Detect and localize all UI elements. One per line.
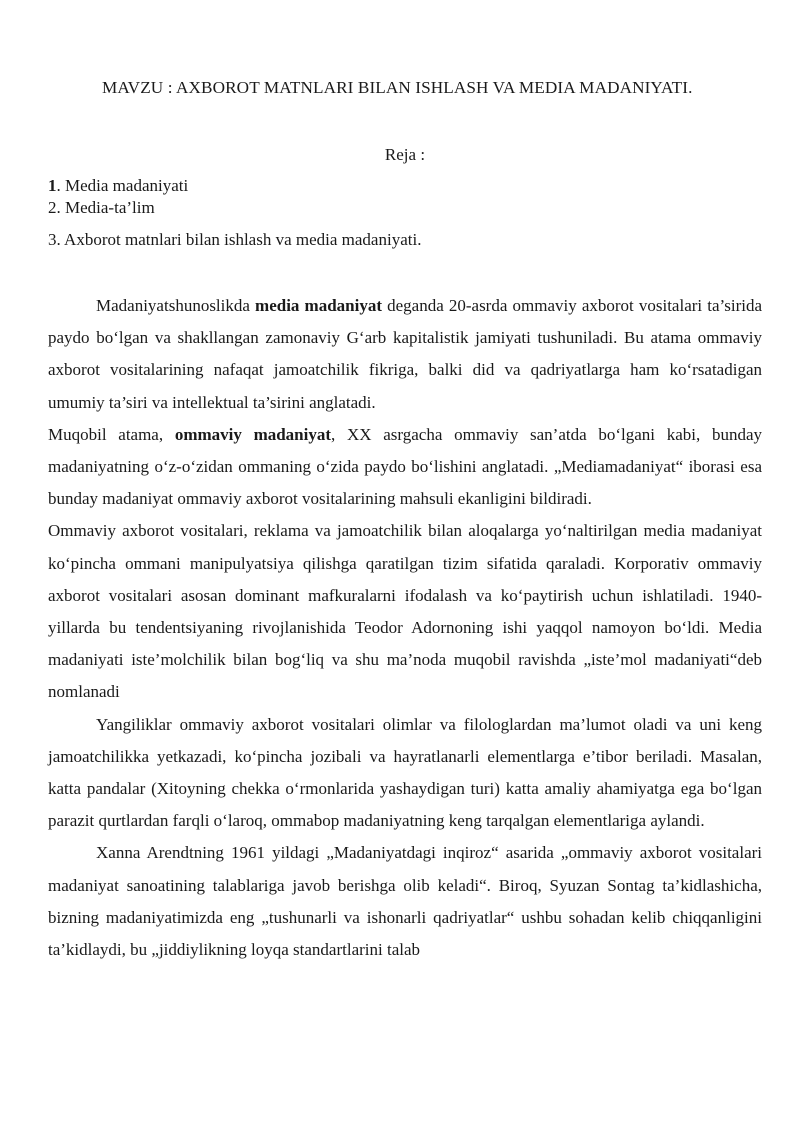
- paragraph-2-rest: , XX asrgacha ommaviy san’atda bo‘lgani kabi, bunday madaniyatning o‘z-o‘zidan ommaning o‘zida paydo bo‘lishini anglatadi. „Mediamadaniyat“ iborasi esa bunday madaniyat ommaviy axborot vositalarining mahsuli ekanligini bildiradi.: [48, 424, 762, 509]
- paragraph-3: Ommaviy axborot vositalari, reklama va jamoatchilik bilan aloqalarga yo‘naltirilgan media madaniyat ko‘pincha ommani manipulyatsiya qilishga qaratilgan tizim sifatida qaraladi. Korporativ ommaviy axborot vositalari asosan dominant mafkuralarni ifodalash va ko‘paytirish uchun ishlatiladi. 1940-yillarda bu tendentsiyaning rivojlanishida Teodor Adornoning ishi yaqqol namoyon bo‘ldi. Media madaniyati iste’molchilik bilan bog‘liq va shu ma’noda muqobil ravishda „iste’mol madaniyati“deb nomlanadi: [48, 521, 762, 702]
- paragraph-1-start: Madaniyatshunoslikda: [96, 296, 256, 315]
- document-title: MAVZU : AXBOROT MATNLARI BILAN ISHLASH VA MEDIA MADANIYATI.: [102, 78, 693, 97]
- plan-item-1-text: . Media madaniyati: [56, 176, 189, 195]
- plan-item-2: 2. Media-ta’lim: [48, 198, 155, 217]
- plan-item-1-number: 1: [48, 176, 57, 195]
- paragraph-5: Xanna Arendtning 1961 yildagi „Madaniyatdagi inqiroz“ asarida „ommaviy axborot vositalari madaniyat sanoatining talablariga javob berishga olib keladi“. Biroq, Syuzan Sontag ta’kidlashicha, bizning madaniyatimizda eng „tushunarli va ishonarli qadriyatlar“ ushbu sohadan kelib chiqqanligini ta’kidlaydi, bu „jiddiylikning loyqa standartlarini talab: [48, 843, 762, 960]
- paragraph-1: [48, 290, 762, 419]
- document-body: [48, 290, 762, 966]
- term-ommaviy-madaniyat: ommaviy madaniyat: [174, 424, 332, 444]
- paragraph-2-start: Muqobil atama,: [48, 424, 175, 444]
- plan-item-1: [48, 175, 188, 197]
- paragraph-4: Yangiliklar ommaviy axborot vositalari olimlar va filologlardan ma’lumot oladi va uni keng jamoatchilikka yetkazadi, ko‘pincha jozibali va hayratlanarli elementlarga e’tibor beriladi. Masalan, katta pandalar (Xitoyning chekka o‘rmonlarida yashaydigan turi) katta amaliy ahamiyatga ega bo‘lgan parazit qurtlardan farqli o‘laroq, ommabop madaniyatning keng tarqalgan elementlariga aylandi.: [48, 714, 762, 831]
- plan-heading: Reja :: [384, 145, 426, 164]
- plan-item-3: 3. Axborot matnlari bilan ishlash va media madaniyati.: [48, 230, 422, 249]
- paragraph-1-rest: deganda 20-asrda ommaviy axborot vositalari ta’sirida paydo bo‘lgan va shakllangan zamonaviy G‘arb kapitalistik jamiyati tushuniladi. Bu atama ommaviy axborot vositalarining nafaqat jamoatchilik fikriga, balki did va qadriyatlarga ham ko‘rsatadigan umumiy ta’siri va intellektual ta’sirini anglatadi.: [48, 296, 762, 412]
- term-media-madaniyat: media madaniyat: [255, 296, 382, 315]
- paragraph-2: [48, 419, 762, 516]
